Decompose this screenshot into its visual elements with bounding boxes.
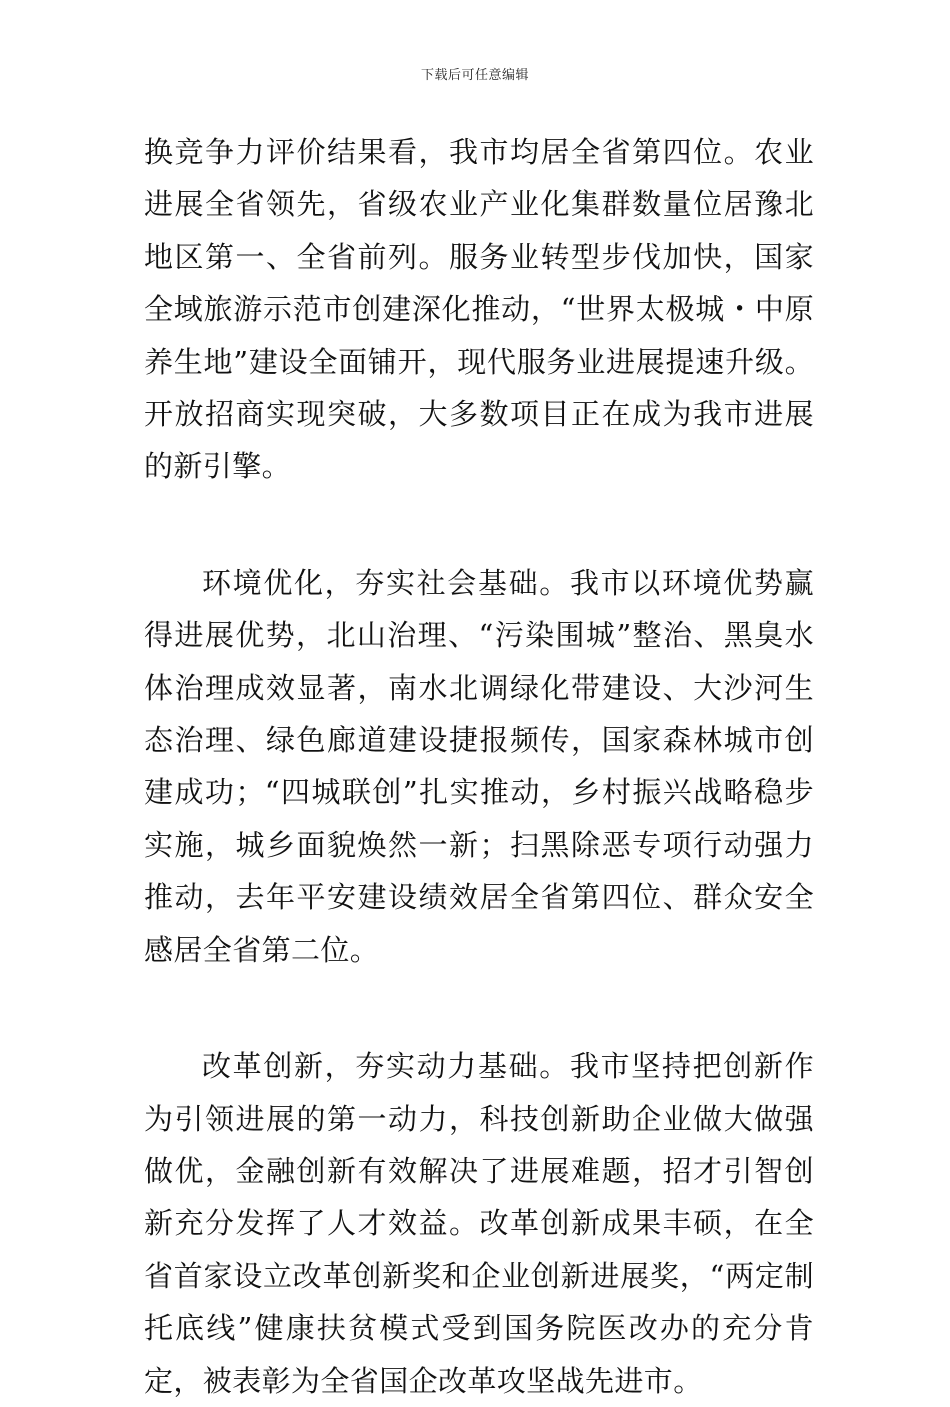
paragraph-reform: 改革创新，夯实动力基础。我市坚持把创新作为引领进展的第一动力，科技创新助企业做大做强做优，金融创新有效解决了进展难题，招才引智创新充分发挥了人才效益。改革创新成果丰硕，在全省首家设立改革创新奖和企业创新进展奖，“两定制托底线”健康扶贫模式受到国务院医改办的充分肯定，被表彰为全省国企改革攻坚战先进市。 xyxy=(144,1049,814,1398)
page-header: 下载后可任意编辑 xyxy=(420,68,529,83)
document-body xyxy=(144,126,814,1407)
paragraph-environment: 环境优化，夯实社会基础。我市以环境优势赢得进展优势，北山治理、“污染围城”整治、黑臭水体治理成效显著，南水北调绿化带建设、大沙河生态治理、绿色廊道建设捷报频传，国家森林城市创建成功；“四城联创”扎实推动，乡村振兴战略稳步实施，城乡面貌焕然一新；扫黑除恶专项行动强力推动，去年平安建设绩效居全省第四位、群众安全感居全省第二位。 xyxy=(144,565,814,967)
paragraph-continuation: 换竞争力评价结果看，我市均居全省第四位。农业进展全省领先，省级农业产业化集群数量位居豫北地区第一、全省前列。服务业转型步伐加快，国家全域旅游示范市创建深化推动，“世界太极城・中原养生地”建设全面铺开，现代服务业进展提速升级。开放招商实现突破，大多数项目正在成为我市进展的新引擎。 xyxy=(144,135,814,484)
paragraph-gap xyxy=(144,493,814,557)
paragraph-gap xyxy=(144,976,814,1040)
